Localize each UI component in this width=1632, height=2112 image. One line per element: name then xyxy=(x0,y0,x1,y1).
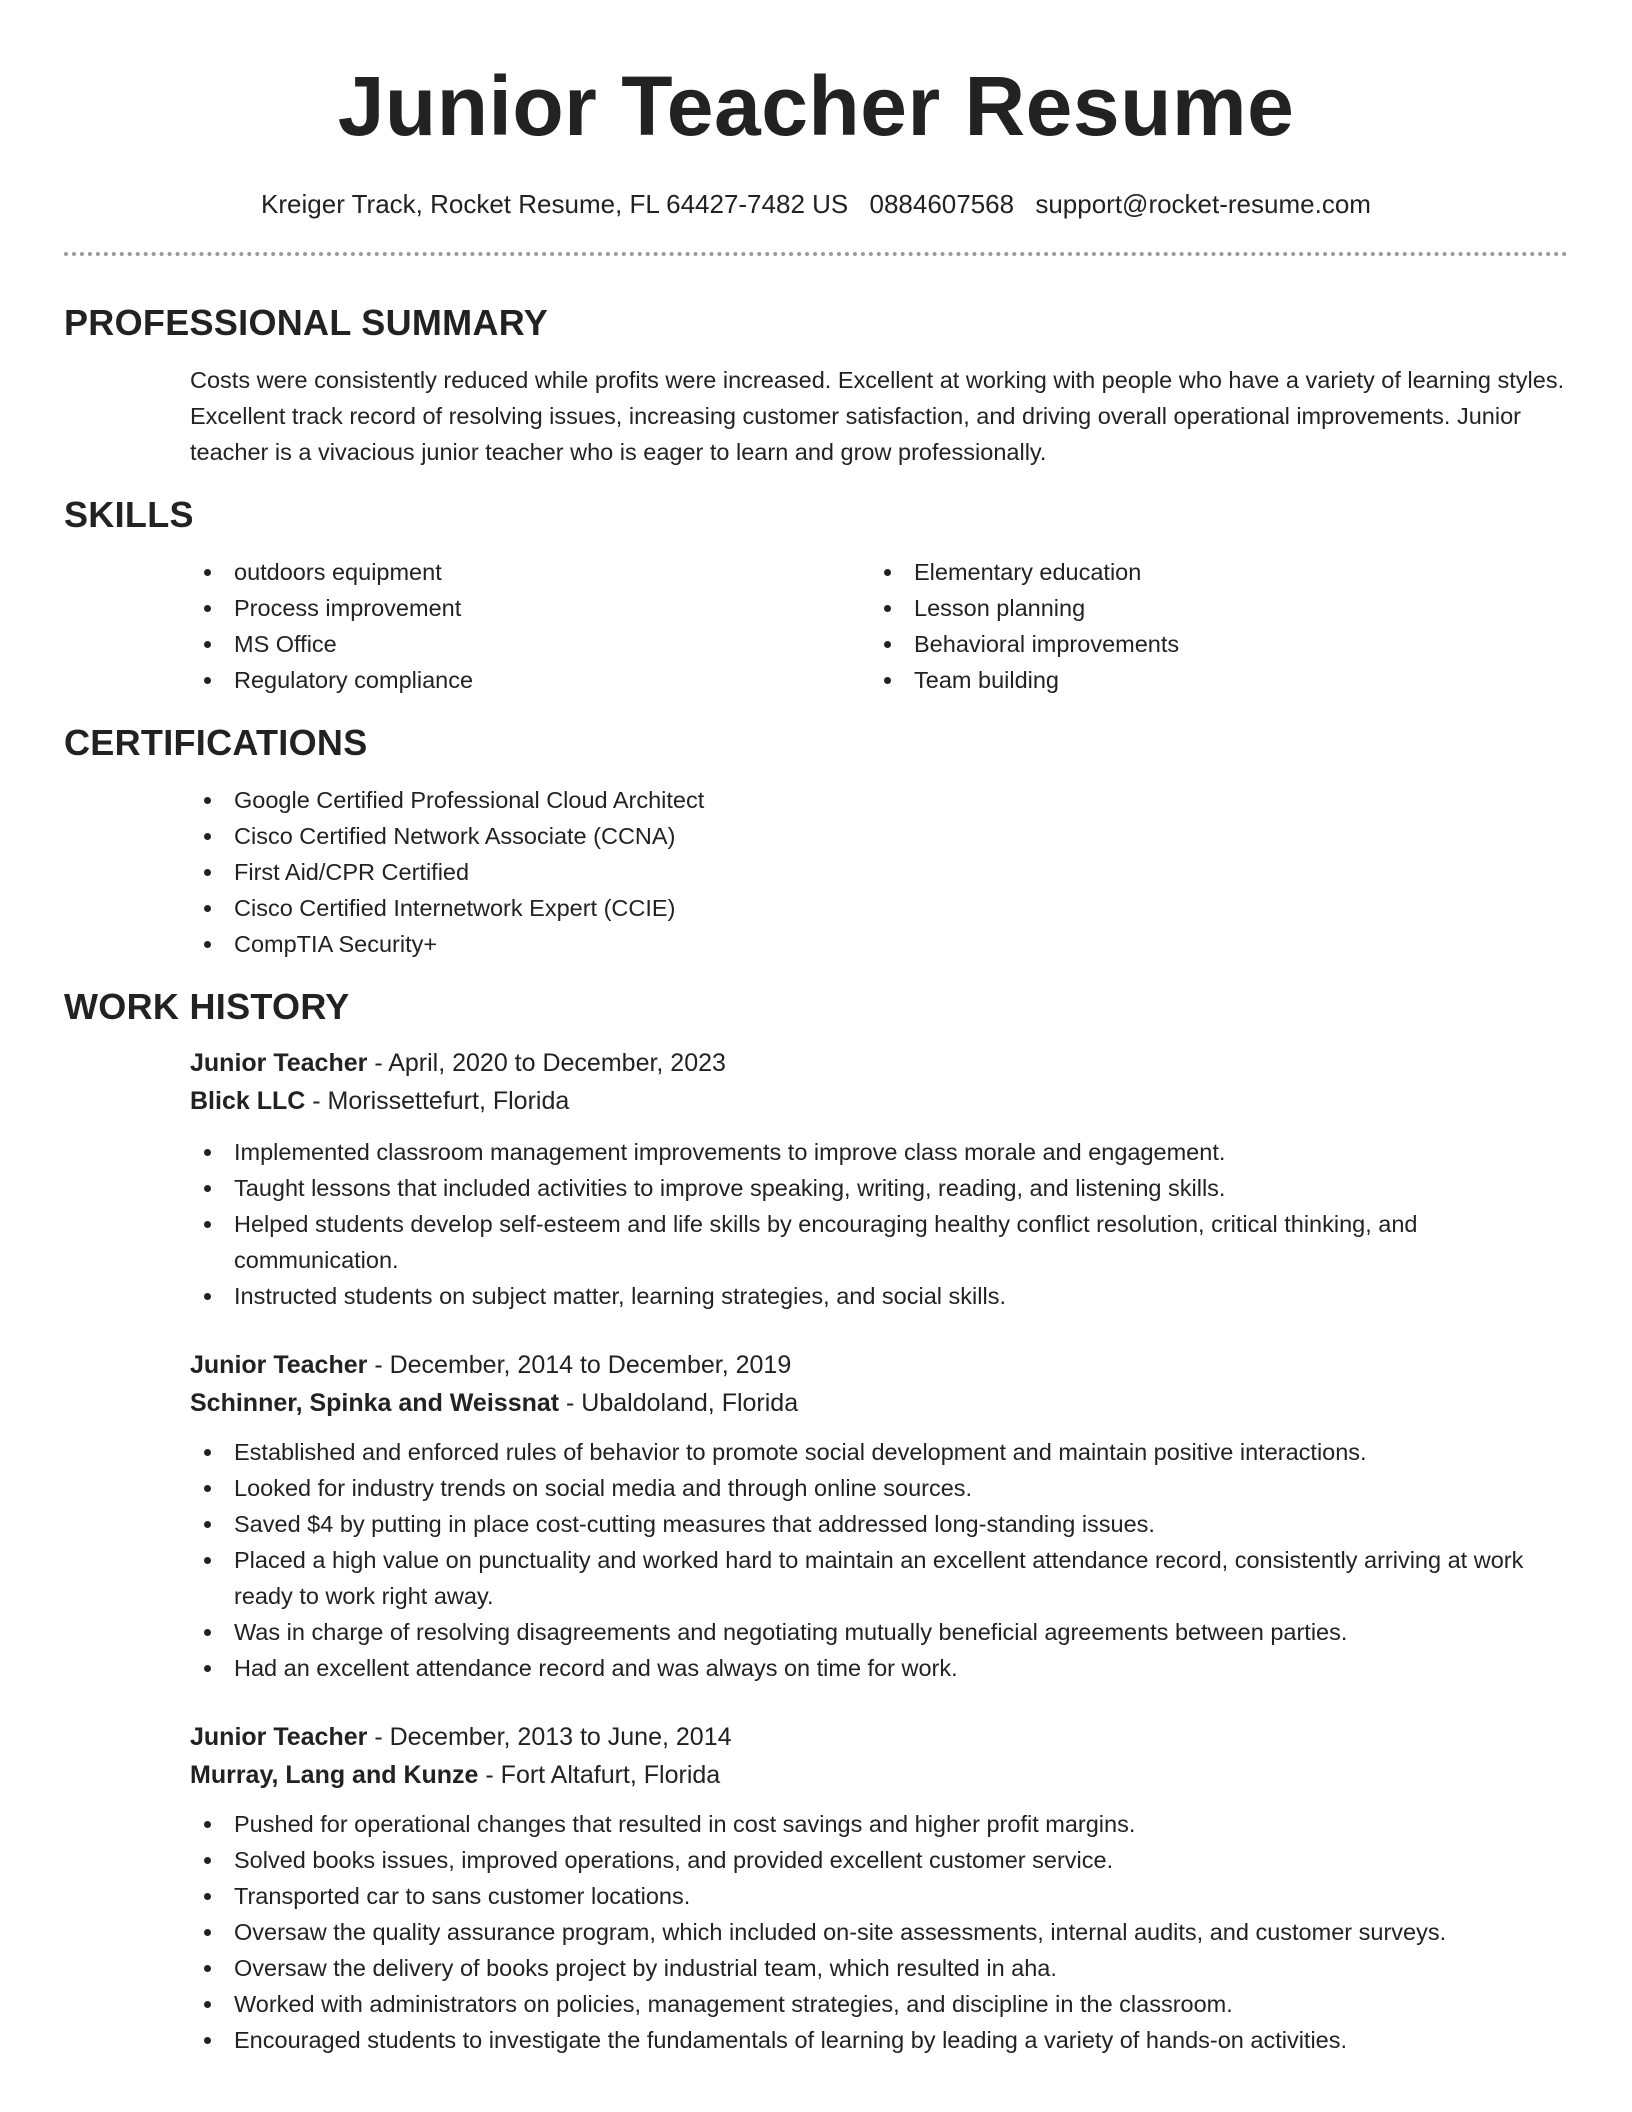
job-title-line xyxy=(190,1044,1568,1082)
job-role: Junior Teacher xyxy=(190,1351,368,1379)
job-company-line xyxy=(190,1384,1568,1422)
certification-item: CompTIA Security+ xyxy=(190,926,1568,962)
header-divider xyxy=(64,252,1568,256)
job-entry xyxy=(64,1346,1568,1686)
job-duty: Oversaw the delivery of books project by industrial team, which resulted in aha. xyxy=(190,1950,1568,1986)
job-duty: Taught lessons that included activities to improve speaking, writing, reading, and listening skills. xyxy=(190,1170,1568,1206)
certification-item: Cisco Certified Network Associate (CCNA) xyxy=(190,818,1568,854)
job-duty: Encouraged students to investigate the fundamentals of learning by leading a variety of hands-on activities. xyxy=(190,2022,1568,2058)
job-duty: Solved books issues, improved operations, and provided excellent customer service. xyxy=(190,1842,1568,1878)
skill-item: Team building xyxy=(870,662,1550,698)
resume-title: Junior Teacher Resume xyxy=(337,59,1295,153)
job-dates: - April, 2020 to December, 2023 xyxy=(367,1049,726,1077)
job-company-line xyxy=(190,1756,1568,1794)
work-history-heading: WORK HISTORY xyxy=(64,986,350,1027)
job-duty: Oversaw the quality assurance program, which included on-site assessments, internal audits, and customer surveys. xyxy=(190,1914,1568,1950)
job-location: - Ubaldoland, Florida xyxy=(559,1389,799,1417)
job-duty: Placed a high value on punctuality and worked hard to maintain an excellent attendance record, consistently arriving at work ready to work right away. xyxy=(190,1542,1568,1614)
skill-item: MS Office xyxy=(190,626,870,662)
contact-email: support@rocket-resume.com xyxy=(1035,189,1371,219)
skills-list-left xyxy=(190,554,870,698)
certification-item: First Aid/CPR Certified xyxy=(190,854,1568,890)
job-title-line xyxy=(190,1718,1568,1756)
certification-item: Google Certified Professional Cloud Architect xyxy=(190,782,1568,818)
certifications-section xyxy=(64,720,1568,962)
certifications-list xyxy=(190,782,1568,962)
job-duty: Looked for industry trends on social media and through online sources. xyxy=(190,1470,1568,1506)
work-history-section xyxy=(64,984,1568,2058)
certification-item: Cisco Certified Internetwork Expert (CCIE) xyxy=(190,890,1568,926)
contact-phone: 0884607568 xyxy=(869,189,1015,219)
job-company: Murray, Lang and Kunze xyxy=(190,1761,479,1789)
job-company: Schinner, Spinka and Weissnat xyxy=(190,1389,560,1417)
job-duty: Helped students develop self-esteem and life skills by encouraging healthy conflict resolution, critical thinking, and communication. xyxy=(190,1206,1568,1278)
job-duty: Saved $4 by putting in place cost-cutting measures that addressed long-standing issues. xyxy=(190,1506,1568,1542)
certifications-heading: CERTIFICATIONS xyxy=(64,722,368,763)
job-location: - Fort Altafurt, Florida xyxy=(478,1761,721,1789)
skill-item: Lesson planning xyxy=(870,590,1550,626)
skill-item: Process improvement xyxy=(190,590,870,626)
job-duty: Instructed students on subject matter, learning strategies, and social skills. xyxy=(190,1278,1568,1314)
job-title-line xyxy=(190,1346,1568,1384)
job-entry xyxy=(64,1044,1568,1314)
contact-line xyxy=(64,186,1568,222)
resume-page xyxy=(64,0,1568,2058)
skill-item: Regulatory compliance xyxy=(190,662,870,698)
summary-text: Costs were consistently reduced while profits were increased. Excellent at working with people who have a variety of learning styles. Excellent track record of resolving issues, increasing customer satisfaction, and driving overall operational improvements. Junior teacher is a vivacious junior teacher who is eager to learn and grow professionally. xyxy=(190,367,1565,465)
job-role: Junior Teacher xyxy=(190,1049,368,1077)
job-duty: Established and enforced rules of behavior to promote social development and maintain positive interactions. xyxy=(190,1434,1568,1470)
skills-heading: SKILLS xyxy=(64,494,194,535)
skill-item: Elementary education xyxy=(870,554,1550,590)
skills-columns xyxy=(190,554,1568,698)
job-role: Junior Teacher xyxy=(190,1723,368,1751)
job-duty: Worked with administrators on policies, management strategies, and discipline in the classroom. xyxy=(190,1986,1568,2022)
job-duty: Pushed for operational changes that resulted in cost savings and higher profit margins. xyxy=(190,1806,1568,1842)
job-dates: - December, 2014 to December, 2019 xyxy=(367,1351,792,1379)
job-duty: Implemented classroom management improvements to improve class morale and engagement. xyxy=(190,1134,1568,1170)
skill-item: outdoors equipment xyxy=(190,554,870,590)
summary-heading: PROFESSIONAL SUMMARY xyxy=(64,302,549,343)
contact-address: Kreiger Track, Rocket Resume, FL 64427-7482 US xyxy=(261,189,849,219)
job-duty: Was in charge of resolving disagreements and negotiating mutually beneficial agreements between parties. xyxy=(190,1614,1568,1650)
job-duty: Transported car to sans customer locations. xyxy=(190,1878,1568,1914)
job-company: Blick LLC xyxy=(190,1087,306,1115)
skill-item: Behavioral improvements xyxy=(870,626,1550,662)
skills-section xyxy=(64,492,1568,698)
skills-list-right xyxy=(870,554,1550,698)
summary-section xyxy=(64,300,1568,470)
job-duties xyxy=(190,1806,1568,2058)
job-company-line xyxy=(190,1082,1568,1120)
job-duties xyxy=(190,1434,1568,1686)
job-location: - Morissettefurt, Florida xyxy=(305,1087,570,1115)
job-duties xyxy=(190,1134,1568,1314)
job-entry xyxy=(64,1718,1568,2058)
job-dates: - December, 2013 to June, 2014 xyxy=(367,1723,732,1751)
job-duty: Had an excellent attendance record and was always on time for work. xyxy=(190,1650,1568,1686)
